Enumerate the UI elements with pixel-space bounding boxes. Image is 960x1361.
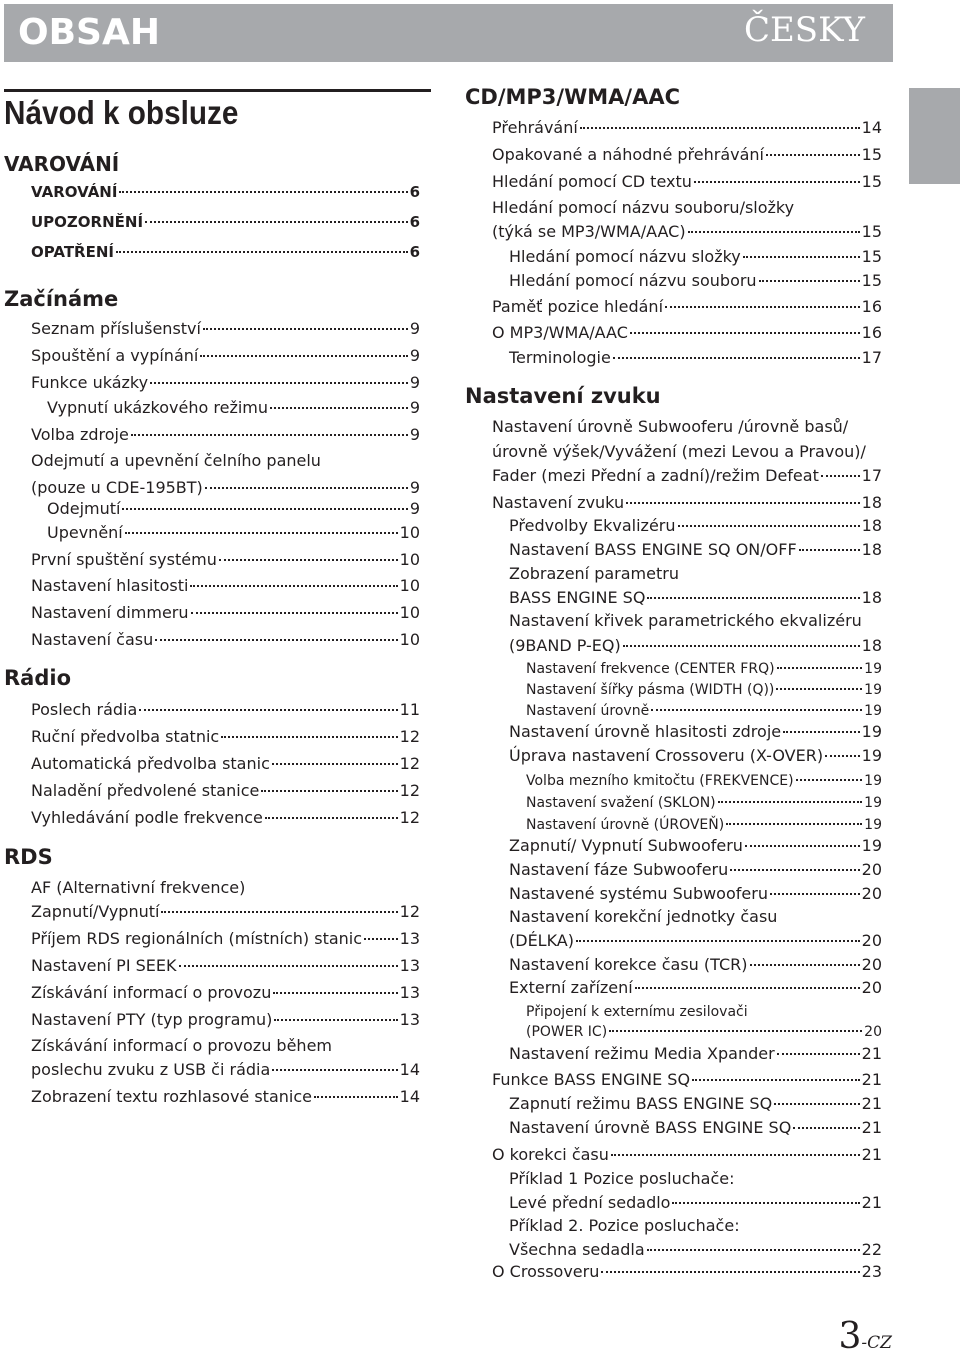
dot-leader <box>161 911 397 913</box>
toc-entry[interactable] <box>31 212 420 232</box>
dot-leader <box>726 823 862 825</box>
dot-leader <box>122 508 407 510</box>
toc-entry-page: 16 <box>861 323 882 342</box>
dot-leader <box>125 532 398 534</box>
dot-leader <box>799 549 860 551</box>
toc-entry-page: 20 <box>861 978 882 997</box>
toc-entry-page: 13 <box>399 1010 420 1029</box>
toc-entry[interactable] <box>492 118 882 138</box>
toc-entry-title: Odejmutí <box>47 499 121 518</box>
toc-entry-page: 9 <box>409 346 420 365</box>
toc-entry-page: 15 <box>861 247 882 266</box>
dot-leader <box>265 817 398 819</box>
toc-entry-page: 18 <box>861 516 882 535</box>
toc-entry-page: 10 <box>399 603 420 622</box>
toc-entry-page: 9 <box>409 373 420 392</box>
toc-entry[interactable] <box>31 550 420 570</box>
toc-entry[interactable] <box>31 902 420 922</box>
toc-entry-title: První spuštění systému <box>31 550 217 569</box>
toc-entry-page: 21 <box>861 1094 882 1113</box>
toc-entry-title: Vypnutí ukázkového režimu <box>47 398 269 417</box>
dot-leader <box>766 154 860 156</box>
toc-entry-page: 23 <box>861 1262 882 1281</box>
toc-entry-page: 6 <box>409 183 420 201</box>
page-number <box>839 1316 892 1357</box>
toc-entry[interactable] <box>492 1070 882 1090</box>
toc-entry[interactable] <box>509 1240 882 1260</box>
dot-leader <box>364 938 398 940</box>
manual-title: Návod k obsluze <box>4 94 239 131</box>
toc-entry-title: O Crossoveru <box>492 1262 600 1281</box>
toc-entry-title: Nastavení úrovně BASS ENGINE SQ <box>509 1118 792 1137</box>
dot-leader <box>623 645 860 647</box>
toc-entry-title: Nastavení korekce času (TCR) <box>509 955 748 974</box>
toc-entry[interactable] <box>509 271 882 291</box>
toc-entry[interactable] <box>31 478 420 498</box>
toc-entry-title: UPOZORNĚNÍ <box>31 213 144 231</box>
toc-entry-title: Funkce ukázky <box>31 373 149 392</box>
toc-entry-line: Odejmutí a upevnění čelního panelu <box>31 451 321 470</box>
toc-entry[interactable] <box>31 781 420 801</box>
dot-leader <box>580 127 860 129</box>
dot-leader <box>626 502 860 504</box>
toc-entry[interactable] <box>31 319 420 339</box>
dot-leader <box>611 1154 860 1156</box>
toc-entry[interactable] <box>509 860 882 880</box>
dot-leader <box>191 612 398 614</box>
toc-entry-line: Nastavení křivek parametrického ekvalizéru <box>509 611 862 630</box>
toc-entry-title: Paměť pozice hledání <box>492 297 664 316</box>
toc-entry[interactable] <box>509 348 882 368</box>
toc-entry-page: 10 <box>399 550 420 569</box>
dot-leader <box>576 940 860 942</box>
dot-leader <box>821 475 860 477</box>
toc-entry[interactable] <box>492 466 882 486</box>
toc-entry-title: Hledání pomocí CD textu <box>492 172 692 191</box>
toc-entry-page: 6 <box>409 213 420 231</box>
toc-entry[interactable] <box>47 499 420 519</box>
toc-entry-title: Nastavení úrovně (ÚROVEŇ) <box>526 817 725 833</box>
toc-entry-page: 9 <box>409 499 420 518</box>
dot-leader <box>774 1103 859 1105</box>
toc-entry-title: Zobrazení textu rozhlasové stanice <box>31 1087 312 1106</box>
toc-entry-line: AF (Alternativní frekvence) <box>31 878 246 897</box>
toc-entry-page: 14 <box>399 1087 420 1106</box>
toc-entry-title: Nastavení času <box>31 630 154 649</box>
dot-leader <box>274 1019 397 1021</box>
toc-entry-title: Předvolby Ekvalizéru <box>509 516 676 535</box>
toc-entry-page: 17 <box>861 348 882 367</box>
toc-entry-page: 12 <box>399 781 420 800</box>
toc-entry-title: OPATŘENÍ <box>31 243 114 261</box>
toc-entry-page: 12 <box>399 902 420 921</box>
dot-leader <box>759 280 860 282</box>
dot-leader <box>630 332 860 334</box>
toc-entry[interactable] <box>509 722 882 742</box>
toc-entry[interactable] <box>526 793 882 813</box>
dot-leader <box>131 434 408 436</box>
toc-entry[interactable] <box>509 588 882 608</box>
toc-entry[interactable] <box>492 297 882 317</box>
toc-entry-title: Nastavení BASS ENGINE SQ ON/OFF <box>509 540 797 559</box>
toc-entry-title: Nastavení frekvence (CENTER FRQ) <box>526 661 775 677</box>
toc-entry[interactable] <box>31 346 420 366</box>
toc-entry[interactable] <box>509 516 882 536</box>
toc-entry-title: Vyhledávání podle frekvence <box>31 808 263 827</box>
toc-entry-title: Nastavení fáze Subwooferu <box>509 860 729 879</box>
toc-entry-line: Nastavení korekční jednotky času <box>509 907 778 926</box>
toc-entry-page: 12 <box>399 727 420 746</box>
dot-leader <box>796 779 863 781</box>
toc-entry-title: Volba zdroje <box>31 425 129 444</box>
toc-entry-page: 11 <box>399 700 420 719</box>
title-rule <box>4 89 431 92</box>
toc-entry-page: 20 <box>861 955 882 974</box>
toc-entry-page: 20 <box>861 931 882 950</box>
toc-entry-page: 19 <box>861 836 882 855</box>
toc-entry-page: 10 <box>399 523 420 542</box>
toc-entry[interactable] <box>31 1087 420 1107</box>
toc-entry-page: 20 <box>864 1024 882 1040</box>
toc-entry-page: 12 <box>399 754 420 773</box>
toc-entry[interactable] <box>47 398 420 418</box>
toc-entry[interactable] <box>526 659 882 679</box>
toc-entry[interactable] <box>509 540 882 560</box>
toc-entry-title: Nastavené systému Subwooferu <box>509 884 768 903</box>
dot-leader <box>777 1053 860 1055</box>
dot-leader <box>665 306 860 308</box>
section-heading: Začínáme <box>4 287 119 311</box>
dot-leader <box>270 407 408 409</box>
toc-entry-line: Získávání informací o provozu během <box>31 1036 332 1055</box>
toc-entry-title: Spouštění a vypínání <box>31 346 199 365</box>
toc-entry-title: Nastavení úrovně hlasitosti zdroje <box>509 722 782 741</box>
toc-entry-line: Nastavení úrovně Subwooferu /úrovně basů/ <box>492 417 849 436</box>
toc-entry-title: Fader (mezi Přední a zadní)/režim Defeat <box>492 466 819 485</box>
toc-entry-page: 10 <box>399 576 420 595</box>
toc-entry[interactable] <box>509 1044 882 1064</box>
dot-leader <box>678 525 860 527</box>
toc-entry-page: 19 <box>864 795 882 811</box>
toc-entry-title: Nastavení zvuku <box>492 493 625 512</box>
dot-leader <box>601 1271 859 1273</box>
toc-entry-page: 19 <box>864 773 882 789</box>
toc-entry-title: Opakované a náhodné přehrávání <box>492 145 764 164</box>
toc-entry-title: Zapnutí/Vypnutí <box>31 902 160 921</box>
toc-entry[interactable] <box>31 956 420 976</box>
toc-entry-page: 13 <box>399 956 420 975</box>
toc-entry-page: 21 <box>861 1118 882 1137</box>
toc-entry-title: Volba mezního kmitočtu (FREKVENCE) <box>526 773 794 789</box>
toc-entry-page: 20 <box>861 860 882 879</box>
language-tab <box>909 88 960 184</box>
dot-leader <box>150 382 408 384</box>
toc-entry-title: Funkce BASS ENGINE SQ <box>492 1070 691 1089</box>
toc-entry[interactable] <box>492 493 882 513</box>
toc-entry[interactable] <box>526 815 882 835</box>
toc-entry-title: Přehrávání <box>492 118 578 137</box>
toc-entry[interactable] <box>509 955 882 975</box>
toc-entry-page: 19 <box>861 722 882 741</box>
toc-entry-title: Nastavení dimmeru <box>31 603 189 622</box>
toc-entry-title: Automatická předvolba stanic <box>31 754 270 773</box>
toc-entry-page: 9 <box>409 425 420 444</box>
toc-entry-page: 15 <box>861 271 882 290</box>
toc-entry-page: 10 <box>399 630 420 649</box>
toc-entry[interactable] <box>31 373 420 393</box>
language-label: ČESKY <box>743 10 865 50</box>
toc-entry-title: VAROVÁNÍ <box>31 183 118 201</box>
toc-entry-page: 19 <box>864 817 882 833</box>
dot-leader <box>730 869 859 871</box>
toc-entry-page: 14 <box>861 118 882 137</box>
toc-entry[interactable] <box>509 636 882 656</box>
toc-entry-title: Ruční předvolba statnic <box>31 727 220 746</box>
toc-entry-page: 13 <box>399 929 420 948</box>
toc-entry[interactable] <box>509 884 882 904</box>
dot-leader <box>647 597 859 599</box>
section-heading: Nastavení zvuku <box>465 384 661 408</box>
toc-entry[interactable] <box>31 1010 420 1030</box>
dot-leader <box>718 801 863 803</box>
toc-entry[interactable] <box>31 700 420 720</box>
dot-leader <box>672 1202 859 1204</box>
toc-entry-title: Upevnění <box>47 523 123 542</box>
toc-entry-title: Nastavení režimu Media Xpander <box>509 1044 775 1063</box>
toc-entry-title: Všechna sedadla <box>509 1240 645 1259</box>
toc-entry-title: Zapnutí režimu BASS ENGINE SQ <box>509 1094 773 1113</box>
dot-leader <box>777 667 863 669</box>
dot-leader <box>261 790 397 792</box>
toc-entry-title: Nastavení PI SEEK <box>31 956 177 975</box>
toc-entry[interactable] <box>31 425 420 445</box>
dot-leader <box>190 585 397 587</box>
page-number-value: 3 <box>838 1316 862 1357</box>
toc-entry[interactable] <box>509 1118 882 1138</box>
toc-entry[interactable] <box>509 931 882 951</box>
dot-leader <box>770 893 860 895</box>
dot-leader <box>272 763 398 765</box>
dot-leader <box>783 731 860 733</box>
toc-entry[interactable] <box>509 978 882 998</box>
toc-entry-title: (týká se MP3/WMA/AAC) <box>492 222 686 241</box>
toc-entry[interactable] <box>492 323 882 343</box>
toc-entry-title: Poslech rádia <box>31 700 138 719</box>
toc-entry-page: 17 <box>861 466 882 485</box>
toc-entry[interactable] <box>31 808 420 828</box>
toc-entry[interactable] <box>526 701 882 721</box>
toc-entry[interactable] <box>31 630 420 650</box>
toc-entry-title: Hledání pomocí názvu souboru <box>509 271 757 290</box>
dot-leader <box>745 845 860 847</box>
toc-entry-title: Externí zařízení <box>509 978 633 997</box>
toc-entry[interactable] <box>47 523 420 543</box>
toc-entry-page: 19 <box>864 703 882 719</box>
dot-leader <box>743 256 860 258</box>
toc-entry-page: 9 <box>409 319 420 338</box>
toc-entry[interactable] <box>492 1262 882 1282</box>
toc-entry-title: poslechu zvuku z USB či rádia <box>31 1060 271 1079</box>
toc-entry-page: 18 <box>861 493 882 512</box>
section-heading: Rádio <box>4 666 71 690</box>
toc-entry-title: Nastavení hlasitosti <box>31 576 189 595</box>
page-number-suffix: -CZ <box>861 1333 892 1353</box>
section-heading: RDS <box>4 845 53 869</box>
toc-entry[interactable] <box>31 727 420 747</box>
dot-leader <box>692 1079 860 1081</box>
toc-entry-page: 15 <box>861 145 882 164</box>
toc-entry-page: 19 <box>864 682 882 698</box>
toc-entry-title: (POWER IC) <box>526 1024 608 1040</box>
toc-entry-title: Příjem RDS regionálních (místních) stanic <box>31 929 363 948</box>
toc-entry[interactable] <box>526 680 882 700</box>
toc-entry-title: (DÉLKA) <box>509 931 574 950</box>
dot-leader <box>155 639 397 641</box>
toc-entry-page: 19 <box>861 746 882 765</box>
toc-entry-line: Příklad 1 Pozice posluchače: <box>509 1169 735 1188</box>
toc-entry-page: 21 <box>861 1070 882 1089</box>
dot-leader <box>203 328 408 330</box>
toc-entry-line: Příklad 2. Pozice posluchače: <box>509 1216 740 1235</box>
dot-leader <box>651 709 862 711</box>
toc-entry-page: 22 <box>861 1240 882 1259</box>
toc-entry[interactable] <box>31 1060 420 1080</box>
toc-entry-page: 20 <box>861 884 882 903</box>
toc-entry-line: Hledání pomocí názvu souboru/složky <box>492 198 795 217</box>
dot-leader <box>116 251 408 253</box>
toc-entry-title: O korekci času <box>492 1145 609 1164</box>
dot-leader <box>119 191 407 193</box>
toc-entry-page: 15 <box>861 222 882 241</box>
toc-entry[interactable] <box>492 145 882 165</box>
toc-entry-title: BASS ENGINE SQ <box>509 588 646 607</box>
toc-entry-title: O MP3/WMA/AAC <box>492 323 628 342</box>
section-heading: VAROVÁNÍ <box>4 152 120 176</box>
toc-entry[interactable] <box>492 1145 882 1165</box>
dot-leader <box>205 487 408 489</box>
toc-entry[interactable] <box>31 754 420 774</box>
toc-entry-page: 9 <box>409 478 420 497</box>
toc-entry-title: Seznam příslušenství <box>31 319 201 338</box>
header-bar <box>4 4 893 62</box>
toc-entry[interactable] <box>509 1094 882 1114</box>
toc-entry-title: Nastavení úrovně <box>526 703 650 719</box>
dot-leader <box>179 965 398 967</box>
dot-leader <box>609 1030 862 1032</box>
toc-entry[interactable] <box>31 603 420 623</box>
toc-entry-page: 13 <box>399 983 420 1002</box>
toc-entry-page: 19 <box>864 661 882 677</box>
toc-entry-title: Naladění předvolené stanice <box>31 781 260 800</box>
dot-leader <box>688 231 860 233</box>
toc-entry-title: Nastavení svažení (SKLON) <box>526 795 716 811</box>
dot-leader <box>221 736 397 738</box>
dot-leader <box>613 357 860 359</box>
toc-entry-title: Hledání pomocí názvu složky <box>509 247 741 266</box>
dot-leader <box>200 355 407 357</box>
dot-leader <box>825 755 860 757</box>
toc-entry-page: 9 <box>409 398 420 417</box>
toc-entry-page: 21 <box>861 1044 882 1063</box>
dot-leader <box>272 1069 397 1071</box>
toc-entry-title: Nastavení šířky pásma (WIDTH (Q)) <box>526 682 775 698</box>
toc-entry-page: 12 <box>399 808 420 827</box>
toc-entry-line: Zobrazení parametru <box>509 564 679 583</box>
toc-entry-page: 21 <box>861 1193 882 1212</box>
toc-entry-page: 15 <box>861 172 882 191</box>
toc-entry[interactable] <box>31 576 420 596</box>
toc-entry[interactable] <box>492 222 882 242</box>
toc-entry[interactable] <box>31 182 420 202</box>
toc-entry-title: Zapnutí/ Vypnutí Subwooferu <box>509 836 743 855</box>
contents-title: OBSAH <box>18 12 160 53</box>
dot-leader <box>776 688 862 690</box>
toc-entry[interactable] <box>31 929 420 949</box>
toc-entry-title: Levé přední sedadlo <box>509 1193 671 1212</box>
dot-leader <box>793 1127 859 1129</box>
toc-entry-title: Získávání informací o provozu <box>31 983 272 1002</box>
toc-entry-title: Nastavení PTY (typ programu) <box>31 1010 273 1029</box>
dot-leader <box>647 1249 860 1251</box>
toc-entry[interactable] <box>509 836 882 856</box>
toc-entry[interactable] <box>492 172 882 192</box>
dot-leader <box>145 221 408 223</box>
toc-entry[interactable] <box>526 1022 882 1042</box>
toc-entry-page: 18 <box>861 588 882 607</box>
dot-leader <box>750 964 860 966</box>
toc-entry[interactable] <box>31 983 420 1003</box>
section-heading: CD/MP3/WMA/AAC <box>465 85 680 109</box>
dot-leader <box>139 709 397 711</box>
toc-entry[interactable] <box>509 746 882 766</box>
dot-leader <box>314 1096 398 1098</box>
toc-entry-page: 14 <box>399 1060 420 1079</box>
toc-entry-page: 18 <box>861 636 882 655</box>
dot-leader <box>273 992 397 994</box>
toc-entry-page: 16 <box>861 297 882 316</box>
toc-entry-title: Terminologie <box>509 348 611 367</box>
toc-entry[interactable] <box>509 247 882 267</box>
toc-entry-line: úrovně výšek/Vyvážení (mezi Levou a Pravou)/ <box>492 442 866 461</box>
dot-leader <box>694 181 860 183</box>
toc-entry[interactable] <box>526 771 882 791</box>
toc-entry-title: (9BAND P-EQ) <box>509 636 621 655</box>
dot-leader <box>635 987 860 989</box>
toc-entry-page: 18 <box>861 540 882 559</box>
toc-entry-line: Připojení k externímu zesilovači <box>526 1004 748 1020</box>
toc-entry-page: 6 <box>409 243 420 261</box>
toc-entry[interactable] <box>31 242 420 262</box>
toc-entry-title: (pouze u CDE-195BT) <box>31 478 203 497</box>
toc-entry-page: 21 <box>861 1145 882 1164</box>
dot-leader <box>219 559 398 561</box>
toc-entry[interactable] <box>509 1193 882 1213</box>
toc-entry-title: Úprava nastavení Crossoveru (X-OVER) <box>509 746 824 765</box>
